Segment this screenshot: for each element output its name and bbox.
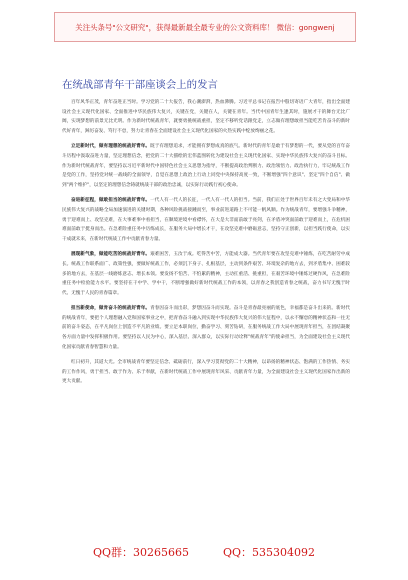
footer [0, 544, 408, 560]
paragraph-lead: 担当新使命，做肯奋斗的统战好青年。 [71, 306, 151, 312]
paragraph [62, 98, 350, 136]
footer-qq: QQ：535304092 [223, 546, 316, 559]
paragraph [62, 304, 350, 352]
paragraph [62, 196, 350, 244]
banner-text: 关注头条号"公文研究"，获得最新最全最专业的公文资料库！ 微信：gongwenj [75, 22, 335, 32]
paragraph-text: 艰难困苦，玉汝于成。吃得苦中苦，方能成大器。当代青年要在攻坚克难中锤炼，在吃苦耐劳中成长。统战工作联系面广、政策性强，要做好统战工作，必须沉下身子、扎根基层，主动到条件艰苦、环境复杂的地方去，到矛盾集中、困难较多的地方去，在基层一线磨炼意志、增长本领。要发扬不怕苦、不怕累的精神，主动扛重活、挑重担，在艰苦环境中锤炼过硬作风，在急难险重任务中检验能力水平。要坚持在干中学、学中干，不断增强做好新时代统战工作的本领，以青春之我创造青春之统战，奋力书写无愧于时代、无愧于人民的青春篇章。 [62, 252, 350, 296]
page-title: 在统战部青年干部座谈会上的发言 [62, 78, 218, 91]
paragraph-text: 红日初升，其道大光。全市统战青年要坚定信念、砥砺前行，深入学习贯彻党的二十大精神，以昂扬的精神状态、饱满的工作热情、务实的工作作风，勇于担当、敢于作为、乐于奉献，在新时代统战工作中展现青年风采、贡献青年力量，为全面建设社会主义现代化国家作出新的更大贡献。 [62, 360, 350, 385]
paragraph [62, 250, 350, 298]
footer-qq-group: QQ群：30265665 [92, 546, 189, 559]
paragraph-text: 青春因奋斗而出彩，梦想因奋斗而实现。奋斗是青春最亮丽的底色，幸福都是奋斗出来的。新时代的统战青年，要把个人理想融入党和国家事业之中，把青春奋斗融入到实现中华民族伟大复兴的伟大征程中，以永不懈怠的精神状态和一往无前的奋斗姿态，在平凡岗位上创造不平凡的业绩。要立足本职岗位，勤奋学习、刻苦钻研，在服务统战工作大局中展现青年担当，在团结凝聚各方面力量中发挥积极作用。要坚持以人民为中心，深入基层、深入群众，以实际行动诠释"统战青年"的使命担当，为全面建设社会主义现代化国家贡献青春智慧和力量。 [62, 306, 350, 350]
paragraph-lead: 展现新气象，做能吃苦的统战好青年。 [71, 252, 151, 258]
paragraph-text: 既于有理想追求，才能拥有梦想成真的底气。新时代的青年是敢于有梦想的一代，要从党的百年奋斗历程中汲取奋进力量，坚定理想信念，把党的二十大描绘的宏伟蓝图转化为建设社会主义现代化国家、实现中华民族伟大复兴的奋斗目标。作为新时代统战青年，要坚持以习近平新时代中国特色社会主义思想为指导，不断提高政治判断力、政治领悟力、政治执行力，牢记统战工作是党的工作，坚持党对统一战线的全面领导，自觉在思想上政治上行动上同党中央保持高度一致，不断增强"四个意识"、坚定"四个自信"、做到"两个维护"，以坚定的理想信念铸就统战干部的政治忠诚，以实际行动践行初心使命。 [62, 144, 350, 188]
paragraph-lead: 奋进新征程，做敢担当的统战好青年。 [71, 198, 151, 204]
document-body [62, 98, 350, 393]
paragraph-lead: 立足新时代，做有理想的统战好青年。 [71, 144, 151, 150]
paragraph [62, 142, 350, 190]
paragraph-text: 一代人有一代人的长征，一代人有一代人的担当。当前，我们正处于世界百年未有之大变局和中华民族伟大复兴的战略全局加速演进的关键时期，各种风险挑战接踵而至，事业前进道路上不可能一帆风顺。作为统战青年，要增强斗争精神，勇于迎难而上、攻坚克难，在大事难事中看担当，在顺境逆境中看襟怀，在大是大非面前敢于亮剑，在矛盾冲突面前敢于迎难而上，在危机困难面前敢于挺身而出。在急难险重任务中历练成长，在服务大局中增长才干，在攻坚克难中磨砺意志，坚持守正创新，以担当践行使命，以实干成就未来，在新时代统战工作中贡献青春力量。 [62, 198, 350, 242]
top-banner [54, 12, 356, 42]
paragraph [62, 358, 350, 387]
paragraph-text: 百年风华正茂，青年奋进正当时。学习党的二十大报告，我心潮澎湃，热血沸腾。习近平总书记在报告中殷切寄语广大青年，指出全面建设社会主义现代化国家、全面推进中华民族伟大复兴，关键在党，关键在人，关键在青年。当代中国青年生逢其时，施展才干的舞台无比广阔，实现梦想的前景无比光明。作为新时代统战青年，就要勇挑统战重担，坚定不移听党话跟党走，立志做有理想敢担当能吃苦肯奋斗的新时代好青年，踔厉奋发、笃行不怠，努力让青春在全面建设社会主义现代化国家的火热实践中绽放绚丽之花。 [62, 100, 350, 134]
